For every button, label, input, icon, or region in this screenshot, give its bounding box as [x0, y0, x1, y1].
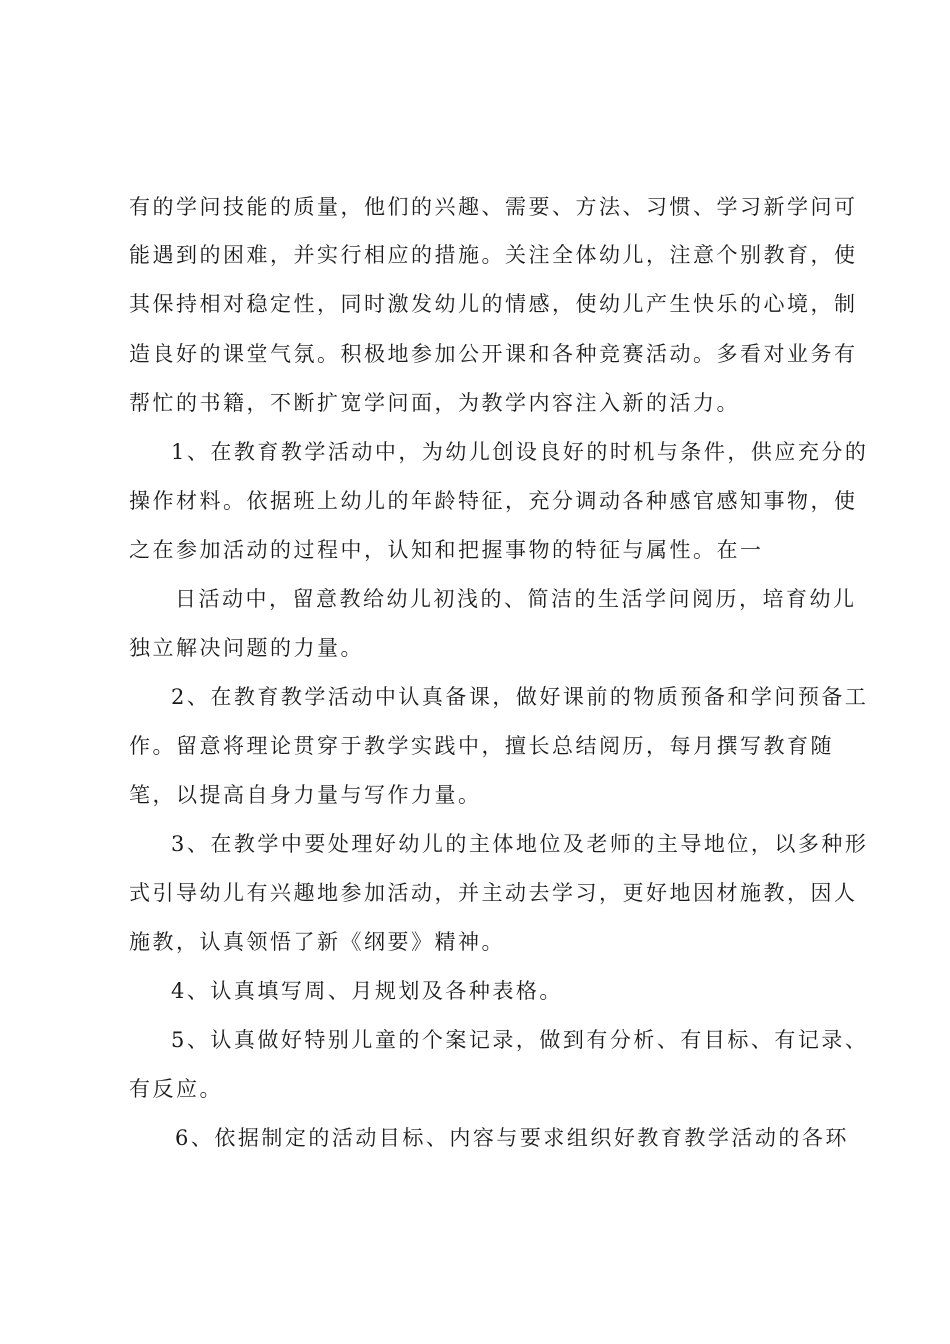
text-line: 日活动中，留意教给幼儿初浅的、简洁的生活学问阅历，培育幼儿 [175, 587, 857, 611]
paragraph-2-start: 2、在教育教学活动中认真备课，做好课前的物质预备和学问预备工 [171, 685, 869, 709]
text-line: 有反应。 [129, 1077, 223, 1101]
text-line: 帮忙的书籍，不断扩宽学问面，为教学内容注入新的活力。 [129, 391, 740, 415]
text-line: 有的学问技能的质量，他们的兴趣、需要、方法、习惯、学习新学问可 [129, 195, 858, 219]
paragraph-4: 4、认真填写周、月规划及各种表格。 [171, 979, 563, 1003]
paragraph-5-start: 5、认真做好特别儿童的个案记录，做到有分析、有目标、有记录、 [171, 1028, 869, 1052]
text-line: 式引导幼儿有兴趣地参加活动，并主动去学习，更好地因材施教，因人 [129, 881, 858, 905]
paragraph-3-start: 3、在教学中要处理好幼儿的主体地位及老师的主导地位，以多种形 [171, 832, 869, 856]
text-line: 之在参加活动的过程中，认知和把握事物的特征与属性。在一 [129, 538, 764, 562]
paragraph-6-start: 6、依据制定的活动目标、内容与要求组织好教育教学活动的各环 [175, 1126, 849, 1150]
text-line: 能遇到的困难，并实行相应的措施。关注全体幼儿，注意个别教育，使 [129, 243, 858, 267]
text-line: 作。留意将理论贯穿于教学实践中，擅长总结阅历，每月撰写教育随 [129, 734, 834, 758]
text-line: 笔，以提高自身力量与写作力量。 [129, 783, 482, 807]
text-line: 造良好的课堂气氛。积极地参加公开课和各种竞赛活动。多看对业务有 [129, 342, 858, 366]
text-line: 施教，认真领悟了新《纲要》精神。 [129, 930, 505, 954]
text-line: 独立解决问题的力量。 [129, 636, 364, 660]
text-line: 其保持相对稳定性，同时激发幼儿的情感，使幼儿产生快乐的心境，制 [129, 292, 858, 316]
paragraph-1-start: 1、在教育教学活动中，为幼儿创设良好的时机与条件，供应充分的 [171, 440, 869, 464]
text-line: 操作材料。依据班上幼儿的年龄特征，充分调动各种感官感知事物，使 [129, 489, 858, 513]
